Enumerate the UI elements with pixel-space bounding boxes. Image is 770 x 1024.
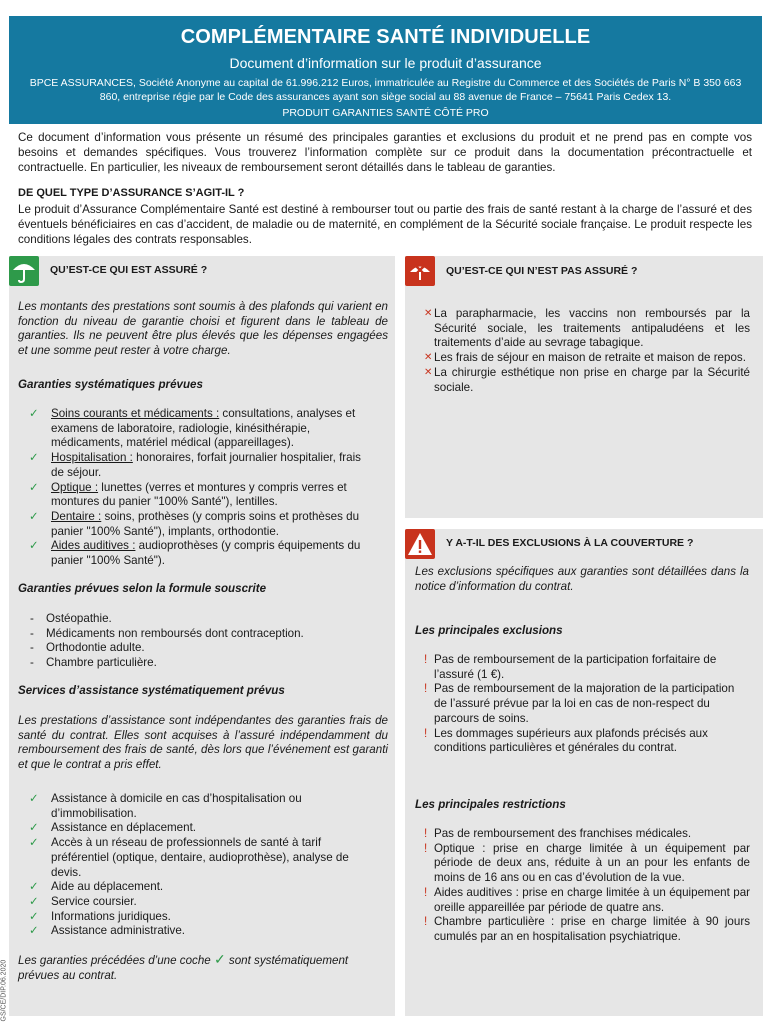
assistance-intro: Les prestations d’assistance sont indépendantes des garanties frais de santé du contrat. Elles sont acquises à l’assuré indépendamment du remboursement des frais de santé, dès lors que l’événement est garanti et que le contrat a pris effet.: [18, 714, 388, 772]
list-item: - Médicaments non remboursés dont contraception.: [30, 626, 304, 640]
list-item: - Chambre particulière.: [30, 656, 157, 670]
check-icon: ✓: [29, 836, 39, 850]
exclamation-icon: !: [424, 682, 428, 696]
check-icon: ✓: [29, 924, 39, 938]
exclusions-title: Y A-T-IL DES EXCLUSIONS À LA COUVERTURE ?: [446, 537, 694, 549]
check-icon: ✓: [29, 821, 39, 835]
list-item: ✓ Assistance administrative.: [29, 924, 186, 938]
document-subtitle: Document d’information sur le produit d’assurance: [229, 55, 542, 71]
check-icon: ✓: [29, 909, 39, 923]
formula-title: Garanties prévues selon la formule souscrite: [18, 582, 267, 595]
list-item: - Ostéopathie.: [30, 612, 112, 625]
company-line-1: BPCE ASSURANCES, Société Anonyme au capital de 61.996.212 Euros, immatriculée au Registre du Commerce et des Sociétés de Paris: [29, 77, 676, 89]
cross-icon: ✕: [424, 352, 433, 364]
systematic-list: [21, 407, 371, 569]
cross-icon: ✕: [424, 308, 433, 319]
list-item: ✓ Assistance en déplacement.: [29, 821, 197, 835]
exclamation-icon: !: [424, 653, 428, 666]
list-item: ✓ Aides auditives : audioprothèses (y compris équipements du panier "100% Santé").: [29, 539, 361, 568]
exclusions-intro: Les exclusions spécifiques aux garanties sont détaillées dans la notice d’information du contrat.: [415, 565, 749, 593]
list-item: ✕ Les frais de séjour en maison de retraite et maison de repos.: [424, 351, 746, 365]
list-item: ✕ La parapharmacie, les vaccins non remboursés par la Sécurité sociale, les traitements antipaludéens et les traitements d’aide au sevrage tabagique.: [424, 307, 750, 350]
list-item: ! Pas de remboursement des franchises médicales.: [424, 827, 692, 840]
document-title: COMPLÉMENTAIRE SANTÉ INDIVIDUELLE: [180, 26, 591, 48]
assistance-list: [21, 792, 371, 939]
intro-paragraph: Ce document d’information vous présente un résumé des principales garanties et exclusions du produit et ne prend pas en compte vos besoins et demandes spécifiques. Vous trouverez l’information complète sur ce produit dans la documentation précontractuelle et contractuelle. En particulier, les niveaux de remboursement seront détaillés dans le tableau de garanties.: [18, 131, 752, 174]
exclamation-icon: !: [424, 915, 428, 929]
restrictions-title: Les principales restrictions: [415, 798, 566, 811]
exclamation-icon: !: [424, 726, 428, 740]
list-item: ✓ Service coursier.: [29, 894, 137, 908]
check-icon: ✓: [29, 480, 39, 494]
list-item: ! Optique : prise en charge limitée à un équipement par période de deux ans, réduite à un an pour les enfants de moins de 16 ans ou en cas d’évolution de la vue.: [424, 841, 750, 885]
product-name: PRODUIT GARANTIES SANTÉ CÔTÉ PRO: [282, 107, 489, 119]
type-section-title: DE QUEL TYPE D’ASSURANCE S’AGIT-IL ?: [18, 187, 245, 199]
type-section-text: Le produit d’Assurance Complémentaire Santé est destiné à rembourser tout ou partie des frais de santé restant à la charge de l’assuré et des éventuels bénéficiaires en cas d’accident, de maladie ou de maternité, en complément de la Sécurité sociale française. Le produit respecte les conditions légales des contrats responsables.: [18, 203, 752, 246]
check-icon: ✓: [29, 894, 39, 908]
check-icon: ✓: [29, 880, 39, 894]
document-reference-code: GS/CE/DIP.06.2020: [0, 959, 8, 1022]
company-info: [27, 76, 744, 104]
not-insured-list: [424, 307, 750, 395]
assistance-title: Services d’assistance systématiquement prévus: [18, 684, 285, 697]
insured-title: QU’EST-CE QUI EST ASSURÉ ?: [50, 264, 208, 276]
insured-intro: Les montants des prestations sont soumis à des plafonds qui varient en fonction du niveau de garantie choisi et figurent dans le tableau de garanties. Ils ne peuvent être plus élevés que les dépenses engagées et une somme peut rester à votre charge.: [18, 300, 388, 358]
exclamation-icon: !: [424, 841, 428, 855]
list-item: ✓ Optique : lunettes (verres et montures y compris verres et montures du panier "100% Santé"), lentilles.: [29, 480, 347, 509]
check-icon: ✓: [29, 509, 39, 523]
exclamation-icon: !: [424, 885, 428, 899]
not-insured-title: QU’EST-CE QUI N’EST PAS ASSURÉ ?: [446, 265, 638, 277]
check-icon: ✓: [29, 539, 39, 553]
exclamation-icon: !: [424, 827, 428, 840]
list-item: ✕ La chirurgie esthétique non prise en charge par la Sécurité sociale.: [424, 365, 750, 394]
warning-icon: [405, 529, 435, 559]
check-icon: ✓: [29, 407, 39, 420]
systematic-title: Garanties systématiques prévues: [18, 378, 203, 391]
header-banner: [9, 16, 762, 124]
list-item: ! Aides auditives : prise en charge limitée à un équipement par oreille appareillée par période de quatre ans.: [424, 885, 750, 914]
list-item: ✓ Informations juridiques.: [29, 909, 171, 923]
list-item: ✓ Soins courants et médicaments : consultations, analyses et examens de laboratoire, radiologie, kinésithérapie, médicaments, matériel médical (appareillages).: [29, 407, 356, 450]
main-exclusions-list: [424, 653, 750, 756]
list-item: ✓ Dentaire : soins, prothèses (y compris soins et prothèses du panier "100% Santé"), implants, orthodontie.: [29, 509, 360, 538]
check-icon: ✓: [213, 951, 226, 967]
company-line-2: N° B 350 663 860, entreprise régie par le Code des assurances ayant son siège social au 88 avenue de France – 75641 Paris Cedex 13.: [99, 77, 742, 103]
checkmark-footnote: Les garanties précédées d’une coche ✓ sont systématiquement prévues au contrat.: [18, 951, 349, 982]
list-item: ✓ Assistance à domicile en cas d’hospitalisation ou d’immobilisation.: [29, 792, 302, 820]
list-item: ✓ Aide au déplacement.: [29, 880, 164, 894]
formula-list: [18, 612, 378, 671]
list-item: ✓ Accès à un réseau de professionnels de santé à tarif préférentiel (optique, dentaire, audioprothèse), analyse de devis.: [29, 836, 349, 879]
list-item: ! Pas de remboursement de la participation forfaitaire de l’assuré (1 €).: [424, 653, 717, 681]
umbrella-icon: [9, 256, 39, 286]
list-item: ! Pas de remboursement de la majoration de la participation de l’assuré prévue par la loi en cas de non-respect du parcours de soins.: [424, 682, 735, 725]
check-icon: ✓: [29, 451, 39, 465]
list-item: ! Les dommages supérieurs aux plafonds précisés aux conditions particulières et générales du contrat.: [424, 726, 708, 755]
cross-umbrella-icon: [405, 256, 435, 286]
list-item: - Orthodontie adulte.: [30, 641, 145, 655]
cross-icon: ✕: [424, 366, 433, 378]
check-icon: ✓: [29, 792, 39, 805]
main-exclusions-title: Les principales exclusions: [415, 624, 563, 637]
list-item: ! Chambre particulière : prise en charge limitée à 90 jours cumulés par an en hospitalisation psychiatrique.: [424, 915, 750, 943]
list-item: ✓ Hospitalisation : honoraires, forfait journalier hospitalier, frais de séjour.: [29, 451, 361, 479]
restrictions-list: [424, 827, 750, 945]
